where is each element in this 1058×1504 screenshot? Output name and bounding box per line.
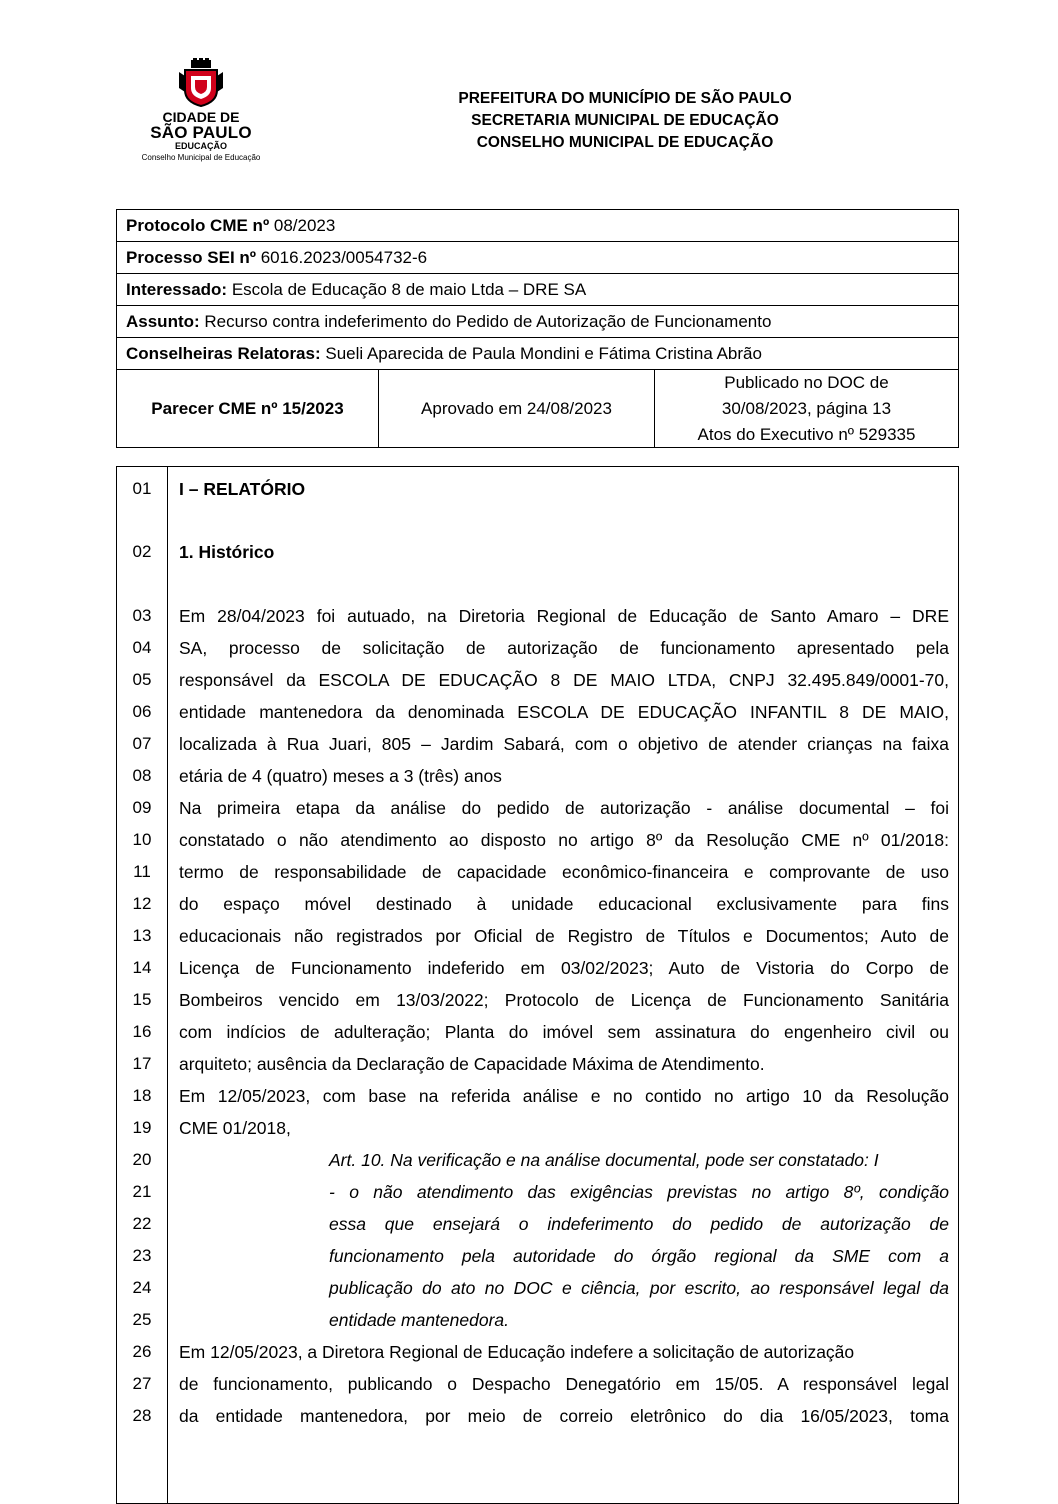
text-line: da entidade mantenedora, por meio de correio eletrônico do dia 16/05/2023, toma (179, 1406, 949, 1426)
assunto-row (117, 306, 958, 338)
parecer-row (117, 370, 958, 447)
line-number: 03 (132, 606, 152, 625)
line-number: 15 (132, 990, 152, 1009)
header-line-secretaria: SECRETARIA MUNICIPAL DE EDUCAÇÃO (471, 112, 779, 129)
logo-text-line1: CIDADE DE (162, 109, 240, 125)
text-line: constatado o não atendimento ao disposto no artigo 8º da Resolução CME nº 01/2018: (179, 830, 949, 850)
line-number: 20 (132, 1150, 152, 1169)
line-number: 09 (132, 798, 152, 817)
publicado-line2: 30/08/2023, página 13 (721, 398, 892, 418)
text-line: CME 01/2018, (179, 1118, 291, 1138)
text-line: Em 12/05/2023, com base na referida análise e no contido no artigo 10 da Resolução (179, 1086, 949, 1106)
text-line: - o não atendimento das exigências previstas no artigo 8º, condição (329, 1182, 949, 1202)
line-number: 05 (132, 670, 152, 689)
line-number: 10 (132, 830, 152, 849)
processo-value: 6016.2023/0054732-6 (255, 248, 428, 267)
text-line: Licença de Funcionamento indeferido em 03/02/2023; Auto de Vistoria do Corpo de (179, 958, 949, 978)
text-line: Em 12/05/2023, a Diretora Regional de Educação indefere a solicitação de autorização (179, 1342, 855, 1362)
processo-row (117, 242, 958, 274)
text-line: funcionamento pela autoridade do órgão regional da SME com a (329, 1246, 949, 1266)
line-number: 24 (132, 1278, 152, 1297)
assunto-label: Assunto: (126, 312, 200, 331)
text-line: etária de 4 (quatro) meses a 3 (três) anos (179, 766, 502, 786)
header-line-conselho: CONSELHO MUNICIPAL DE EDUCAÇÃO (476, 134, 774, 151)
protocolo-value: 08/2023 (269, 216, 336, 235)
conselheiras-row (117, 338, 958, 370)
protocolo-label: Protocolo CME nº (126, 216, 270, 235)
section-heading: I – RELATÓRIO (179, 479, 306, 499)
line-number: 23 (132, 1246, 152, 1265)
text-line: essa que ensejará o indeferimento do pedido de autorização de (329, 1214, 949, 1234)
publicado-line3: Atos do Executivo nº 529335 (697, 424, 916, 444)
line-number: 13 (132, 926, 152, 945)
text-line: entidade mantenedora da denominada ESCOLA DE EDUCAÇÃO INFANTIL 8 DE MAIO, (179, 702, 949, 722)
text-line: arquiteto; ausência da Declaração de Capacidade Máxima de Atendimento. (179, 1054, 765, 1074)
subsection-heading: 1. Histórico (179, 542, 275, 562)
text-line: SA, processo de solicitação de autorização de funcionamento apresentado pela (179, 638, 949, 658)
line-number: 27 (132, 1374, 152, 1393)
parecer-cell: Parecer CME nº 15/2023 (117, 370, 379, 447)
aprovado-cell: Aprovado em 24/08/2023 (379, 370, 655, 447)
line-number: 07 (132, 734, 152, 753)
text-line: termo de responsabilidade de capacidade econômico-financeira e comprovante de uso (179, 862, 949, 882)
conselheiras-value: Sueli Aparecida de Paula Mondini e Fátima Cristina Abrão (320, 344, 762, 363)
column-divider (167, 467, 168, 1503)
line-number: 06 (132, 702, 152, 721)
line-number: 19 (132, 1118, 152, 1137)
line-number: 11 (133, 862, 151, 881)
line-number: 18 (132, 1086, 152, 1105)
line-number: 25 (132, 1310, 152, 1329)
process-info-table (116, 209, 959, 448)
processo-label: Processo SEI nº (126, 248, 256, 267)
text-line: Em 28/04/2023 foi autuado, na Diretoria Regional de Educação de Santo Amaro – DRE (179, 606, 949, 626)
interessado-value: Escola de Educação 8 de maio Ltda – DRE SA (227, 280, 587, 299)
text-line: do espaço móvel destinado à unidade educacional exclusivamente para fins (179, 894, 949, 914)
coat-of-arms-icon (177, 58, 225, 108)
logo-text-line4: Conselho Municipal de Educação (141, 153, 261, 162)
text-line: de funcionamento, publicando o Despacho Denegatório em 15/05. A responsável legal (179, 1374, 949, 1394)
line-number: 22 (132, 1214, 152, 1233)
text-line: publicação do ato no DOC e ciência, por escrito, ao responsável legal da (329, 1278, 949, 1298)
line-number: 01 (132, 479, 152, 498)
text-line: Art. 10. Na verificação e na análise documental, pode ser constatado: I (329, 1150, 879, 1170)
line-number: 17 (132, 1054, 152, 1073)
text-line: com indícios de adulteração; Planta do imóvel sem assinatura do engenheiro civil ou (179, 1022, 949, 1042)
protocolo-row (117, 210, 958, 242)
text-line: educacionais não registrados por Oficial de Registro de Títulos e Documentos; Auto de (179, 926, 949, 946)
text-line: responsável da ESCOLA DE EDUCAÇÃO 8 DE MAIO LTDA, CNPJ 32.495.849/0001-70, (179, 670, 949, 690)
text-line: Bombeiros vencido em 13/03/2022; Protocolo de Licença de Funcionamento Sanitária (179, 990, 949, 1010)
logo-text-line3: EDUCAÇÃO (174, 141, 227, 151)
publicado-line1: Publicado no DOC de (724, 372, 889, 392)
line-number: 14 (132, 958, 152, 977)
header-line-prefeitura: PREFEITURA DO MUNICÍPIO DE SÃO PAULO (458, 90, 792, 107)
text-line: localizada à Rua Juari, 805 – Jardim Sabará, com o objetivo de atender crianças na faixa (179, 734, 949, 754)
text-line: Na primeira etapa da análise do pedido de autorização - análise documental – foi (179, 798, 949, 818)
line-number: 28 (132, 1406, 152, 1425)
interessado-label: Interessado: (126, 280, 228, 299)
line-number: 12 (132, 894, 152, 913)
line-number: 21 (132, 1182, 152, 1201)
interessado-row (117, 274, 958, 306)
publicado-cell (655, 370, 958, 447)
line-number: 08 (132, 766, 152, 785)
line-number: 02 (132, 542, 152, 561)
line-number: 26 (132, 1342, 152, 1361)
text-line: entidade mantenedora. (329, 1310, 509, 1330)
line-number: 16 (132, 1022, 152, 1041)
logo-text-line2: SÃO PAULO (150, 123, 252, 142)
line-number: 04 (132, 638, 152, 657)
report-body-table (116, 466, 959, 1504)
conselheiras-label: Conselheiras Relatoras: (126, 344, 321, 363)
logo-cidade-de-sao-paulo (133, 58, 269, 163)
assunto-value: Recurso contra indeferimento do Pedido de Autorização de Funcionamento (199, 312, 772, 331)
document-header (380, 88, 870, 154)
